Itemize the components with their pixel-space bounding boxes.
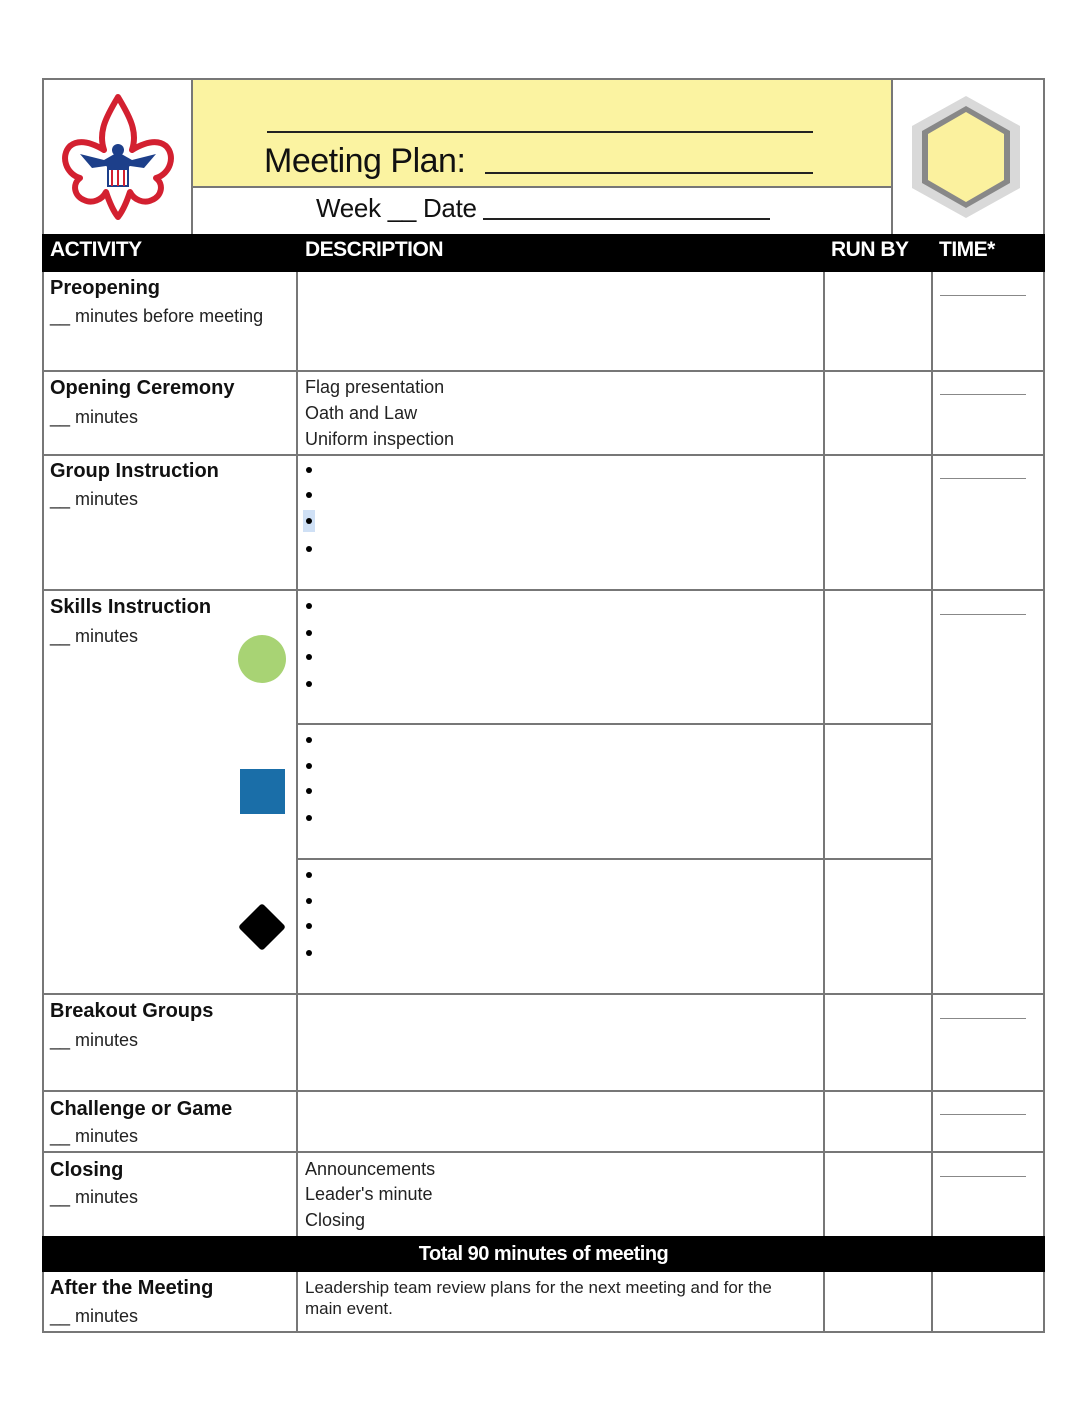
column-description: DESCRIPTION xyxy=(305,238,444,261)
divider xyxy=(193,186,892,188)
divider xyxy=(191,80,193,234)
opening-line: Uniform inspection xyxy=(305,429,455,449)
row-skills-title: Skills Instruction xyxy=(50,596,212,618)
bullet xyxy=(306,737,312,743)
after-description: Leadership team review plans for the next meeting and for the main event. xyxy=(305,1278,772,1318)
divider xyxy=(42,1090,1045,1092)
opening-line: Flag presentation xyxy=(305,377,445,397)
row-breakout-minutes[interactable]: __ minutes xyxy=(50,1030,139,1050)
page-title: Meeting Plan: xyxy=(264,142,466,180)
row-preopening-title: Preopening xyxy=(50,277,161,299)
meeting-name-line[interactable] xyxy=(485,172,813,174)
row-challenge-minutes[interactable]: __ minutes xyxy=(50,1126,139,1146)
closing-line: Closing xyxy=(305,1210,366,1230)
bullet xyxy=(306,546,312,552)
date-line[interactable] xyxy=(483,218,770,220)
bullet xyxy=(306,681,312,687)
row-challenge-title: Challenge or Game xyxy=(50,1098,233,1120)
divider xyxy=(296,858,933,860)
row-skills-minutes[interactable]: __ minutes xyxy=(50,626,139,646)
row-opening-minutes[interactable]: __ minutes xyxy=(50,407,139,427)
row-breakout-title: Breakout Groups xyxy=(50,1000,214,1022)
divider xyxy=(42,454,1045,456)
hexagon-badge-icon xyxy=(906,92,1026,222)
time-field[interactable] xyxy=(940,394,1026,395)
blue-square-icon xyxy=(240,769,285,814)
total-label: Total 90 minutes of meeting xyxy=(418,1242,669,1265)
bsa-fleur-de-lis-logo xyxy=(58,92,178,222)
time-field[interactable] xyxy=(940,1176,1026,1177)
blank-line xyxy=(267,131,813,133)
time-field[interactable] xyxy=(940,1114,1026,1115)
column-time: TIME* xyxy=(939,238,995,261)
row-group-title: Group Instruction xyxy=(50,460,219,482)
bullet xyxy=(306,872,312,878)
divider xyxy=(891,80,893,234)
bullet xyxy=(306,815,312,821)
bullet xyxy=(306,603,312,609)
bullet xyxy=(306,654,312,660)
bullet xyxy=(306,788,312,794)
opening-line: Oath and Law xyxy=(305,403,418,423)
bullet xyxy=(306,923,312,929)
row-after-title: After the Meeting xyxy=(50,1277,214,1299)
divider xyxy=(296,723,933,725)
divider xyxy=(823,1272,825,1332)
time-field[interactable] xyxy=(940,614,1026,615)
time-field[interactable] xyxy=(940,1018,1026,1019)
column-activity: ACTIVITY xyxy=(50,238,142,261)
row-closing-title: Closing xyxy=(50,1159,124,1181)
week-date-label: Week __ Date xyxy=(316,193,477,223)
bullet xyxy=(306,492,312,498)
row-group-minutes[interactable]: __ minutes xyxy=(50,489,139,509)
column-run-by: RUN BY xyxy=(831,238,909,261)
bullet xyxy=(306,518,312,524)
row-after-minutes[interactable]: __ minutes xyxy=(50,1306,139,1326)
row-closing-minutes[interactable]: __ minutes xyxy=(50,1187,139,1207)
row-opening-title: Opening Ceremony xyxy=(50,377,235,399)
closing-line: Announcements xyxy=(305,1159,436,1179)
bullet xyxy=(306,467,312,473)
green-circle-icon xyxy=(238,635,286,683)
divider xyxy=(931,1272,933,1332)
divider xyxy=(42,589,1045,591)
divider xyxy=(296,1272,298,1332)
divider xyxy=(42,1151,1045,1153)
time-field[interactable] xyxy=(940,295,1026,296)
divider xyxy=(42,370,1045,372)
bullet xyxy=(306,898,312,904)
row-preopening-minutes[interactable]: __ minutes before meeting xyxy=(50,306,264,326)
time-field[interactable] xyxy=(940,478,1026,479)
bullet xyxy=(306,630,312,636)
closing-line: Leader's minute xyxy=(305,1184,433,1204)
bullet xyxy=(306,763,312,769)
total-bar xyxy=(42,1236,1045,1272)
divider xyxy=(42,993,1045,995)
bullet xyxy=(306,950,312,956)
